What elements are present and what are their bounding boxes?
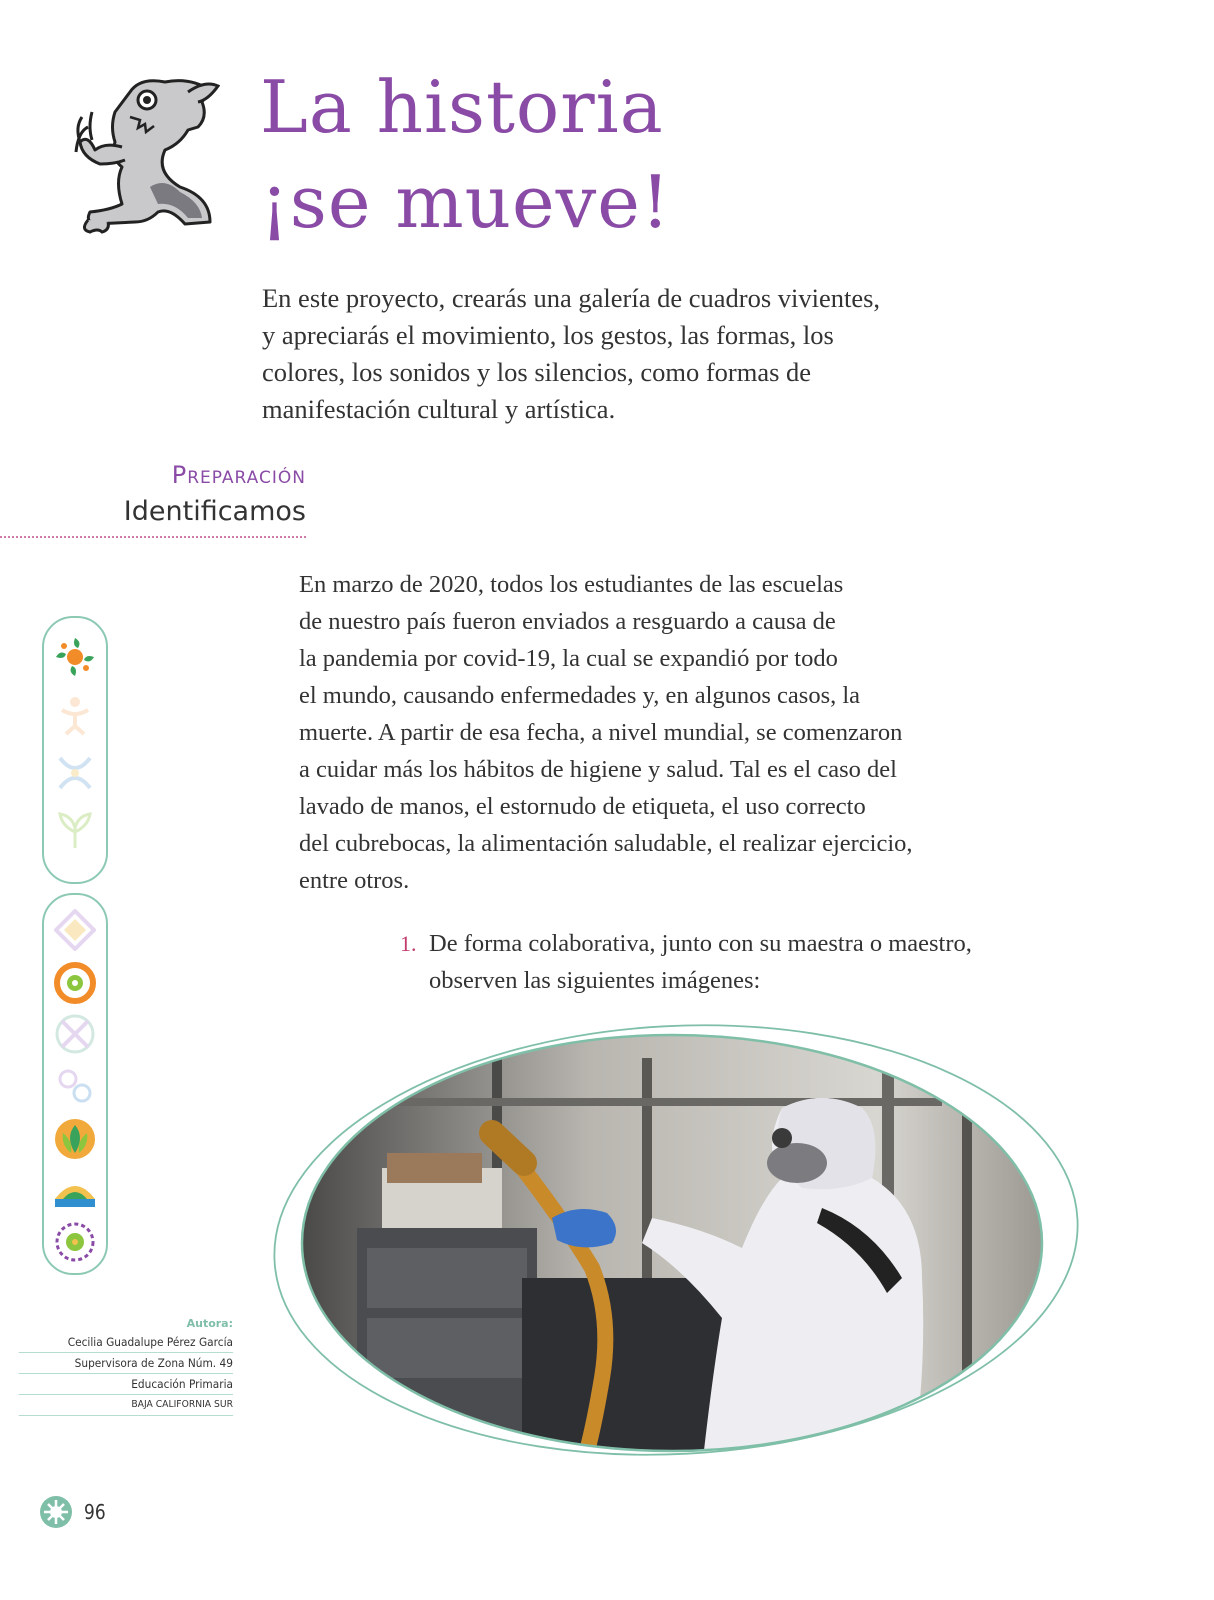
- cross-field-icon: [54, 1013, 96, 1059]
- body-line: del cubrebocas, la alimentación saludable, el realizar ejercicio,: [299, 830, 913, 857]
- author-role: Supervisora de Zona Núm. 49: [19, 1353, 233, 1374]
- author-state: BAJA CALIFORNIA SUR: [19, 1395, 233, 1416]
- body-line: de nuestro país fueron enviados a resguardo a causa de: [299, 608, 836, 635]
- intro-line: En este proyecto, crearás una galería de cuadros vivientes,: [262, 283, 881, 313]
- campo-formativo-sidebar: [42, 893, 108, 1275]
- swirl-field-icon: [54, 1065, 96, 1111]
- hazmat-disinfection-photo: [262, 1018, 1082, 1468]
- dancer-phase-icon: [52, 692, 98, 742]
- author-label: Autora:: [186, 1317, 233, 1330]
- activity-line: observen las siguientes imágenes:: [429, 967, 761, 994]
- activity-text: [429, 925, 972, 999]
- intro-line: y apreciarás el movimiento, los gestos, las formas, los: [262, 320, 834, 350]
- lotus-field-icon: [53, 1117, 97, 1165]
- diamond-field-icon: [54, 909, 96, 955]
- section-title: Identificamos: [123, 496, 306, 527]
- page-number-text: 96: [84, 1500, 106, 1524]
- intro-paragraph: [262, 280, 962, 428]
- people-phase-icon: [52, 750, 98, 800]
- page-badge-icon: [40, 1496, 72, 1528]
- body-line: En marzo de 2020, todos los estudiantes de las escuelas: [299, 571, 844, 598]
- activity-number: 1.: [400, 931, 417, 956]
- body-line: a cuidar más los hábitos de higiene y salud. Tal es el caso del: [299, 756, 897, 783]
- page-title: [260, 60, 960, 250]
- body-paragraph: [299, 566, 979, 899]
- section-divider: [0, 536, 306, 538]
- project-phase-sidebar: [42, 616, 108, 884]
- intro-line: colores, los sonidos y los silencios, como formas de: [262, 357, 812, 387]
- mountain-field-icon: [53, 1169, 97, 1217]
- section-kicker: Preparación: [171, 461, 306, 489]
- flower-phase-icon: [52, 634, 98, 684]
- body-line: el mundo, causando enfermedades y, en algunos casos, la: [299, 682, 861, 709]
- spiral-field-icon: [53, 961, 97, 1009]
- sun-field-icon: [54, 1221, 96, 1267]
- body-line: entre otros.: [299, 867, 410, 894]
- section-header: [0, 460, 306, 530]
- title-line-1: La historia: [260, 65, 664, 149]
- body-line: muerte. A partir de esa fecha, a nivel mundial, se comenzaron: [299, 719, 903, 746]
- author-credit: [0, 1316, 233, 1416]
- plant-phase-icon: [52, 808, 98, 858]
- author-name: Cecilia Guadalupe Pérez García: [19, 1332, 233, 1353]
- intro-line: manifestación cultural y artística.: [262, 394, 616, 424]
- title-line-2: ¡se mueve!: [260, 160, 671, 244]
- glyph-figure-icon: [70, 72, 220, 237]
- author-level: Educación Primaria: [19, 1374, 233, 1395]
- activity-line: De forma colaborativa, junto con su maestra o maestro,: [429, 930, 972, 957]
- body-line: lavado de manos, el estornudo de etiqueta, el uso correcto: [299, 793, 866, 820]
- body-line: la pandemia por covid-19, la cual se expandió por todo: [299, 645, 838, 672]
